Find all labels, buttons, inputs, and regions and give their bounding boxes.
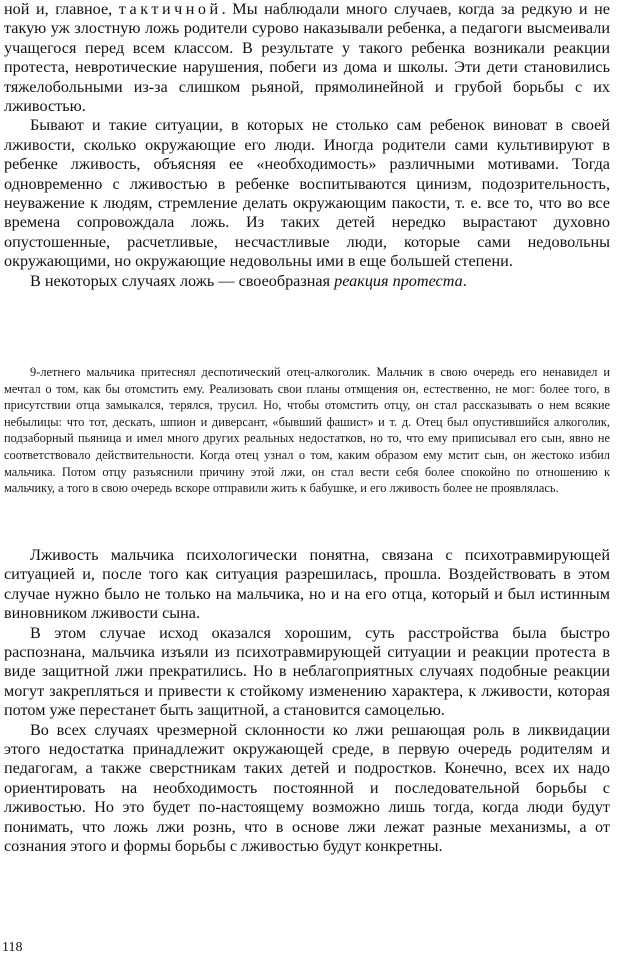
p0-after: . Мы наблюдали много случаев, когда за редкую и не такую уж злостную ложь родители сурово наказывали ребенка, а педагоги высмеивали учащегося перед всем классом. В результате у такого ребенка возникали реакции протеста, невротические нарушения, побеги из дома и школы. Эти дети становились тяжелобольными из-за слишком рьяной, прямолинейной и грубой борьбы с их лживостью. (4, 0, 610, 116)
p0-spaced-word: тактичной (118, 0, 222, 18)
bottom-text-block (4, 546, 610, 857)
paragraph-conclusion: Во всех случаях чрезмерной склонности ко лжи решающая роль в ликвидации этого недостатка принадлежит окружающей среде, в первую очередь родителям и педагогам, а также сверстникам таких детей и подростков. Конечно, всех их надо ориентировать на необходимость постоянной и последовательной борьбы с лживостью. Но это будет по-настоящему возможно лишь тогда, когда люди будут понимать, что ложь лжи рознь, что в основе лжи лежат разные механизмы, а от сознания этого и формы борьбы с лживостью будут конкретны. (4, 720, 610, 856)
p0-before: ной и, главное, (4, 0, 119, 18)
page-number: 118 (2, 940, 23, 955)
case-study-small-print: 9-летнего мальчика притеснял деспотический отец-алкоголик. Мальчик в свою очередь его ненавидел и мечтал о том, как бы отомстить ему. Реализовать свои планы отмщения он, естественно, не мог: более того, в присутствии отца замыкался, терялся, трусил. Но, чтобы отомстить отцу, он стал рассказывать о нем всякие небылицы: что тот, дескать, шпион и диверсант, «бывший фашист» и т. д. Отец был опустившийся алкоголик, подзаборный пьяница и имел много других реальных недостатков, но то, что ему приписывал его сын, явно не соответствовало действительности. Когда отец узнал о том, каким образом ему мстит сын, он жестоко избил мальчика. Потом отцу разъяснили причину этой лжи, он стал вести себя более спокойно по отношению к мальчику, а того в свою очередь вскоре отправили жить к бабушке, и его лживость более не проявлялась. (4, 365, 610, 496)
p2-italic-term: реакция протеста (334, 271, 463, 290)
paragraph-continuation (4, 0, 610, 116)
p2-before: В некоторых случаях ложь — своеобразная (30, 271, 335, 290)
paragraph-situations: Бывают и такие ситуации, в которых не столько сам ребенок виноват в своей лживости, сколько окружающие его люди. Иногда родители сами культивируют в ребенке лживость, объясняя ее «необходимость» различными мотивами. Тогда одновременно с лживостью в ребенке воспитываются цинизм, подозрительность, неуважение к людям, стремление делать окружающим пакости, т. е. все то, что во все времена сопровождала ложь. Из таких детей нередко вырастают духовно опустошенные, расчетливые, несчастливые люди, которые сами недовольны окружающими, но окружающие недовольны ими в еще большей степени. (4, 116, 610, 271)
paragraph-outcome: В этом случае исход оказался хорошим, суть расстройства была быстро распознана, мальчика изъяли из психотравмирующей ситуации и реакции протеста в виде защитной лжи прекратились. Но в неблагоприятных случаях подобные реакции могут закрепляться и привести к стойкому изменению характера, к лживости, которая потом уже перестанет быть защитной, а становится самоцелью. (4, 623, 610, 720)
p2-after: . (462, 271, 467, 290)
paragraph-protest-intro (4, 272, 610, 291)
paragraph-explanation: Лживость мальчика психологически понятна, связана с психотравмирующей ситуацией и, после того как ситуация разрешилась, прошла. Воздействовать в этом случае нужно было не только на мальчика, но и на его отца, который и был истинным виновником лживости сына. (4, 546, 610, 623)
top-text-block (4, 0, 610, 291)
